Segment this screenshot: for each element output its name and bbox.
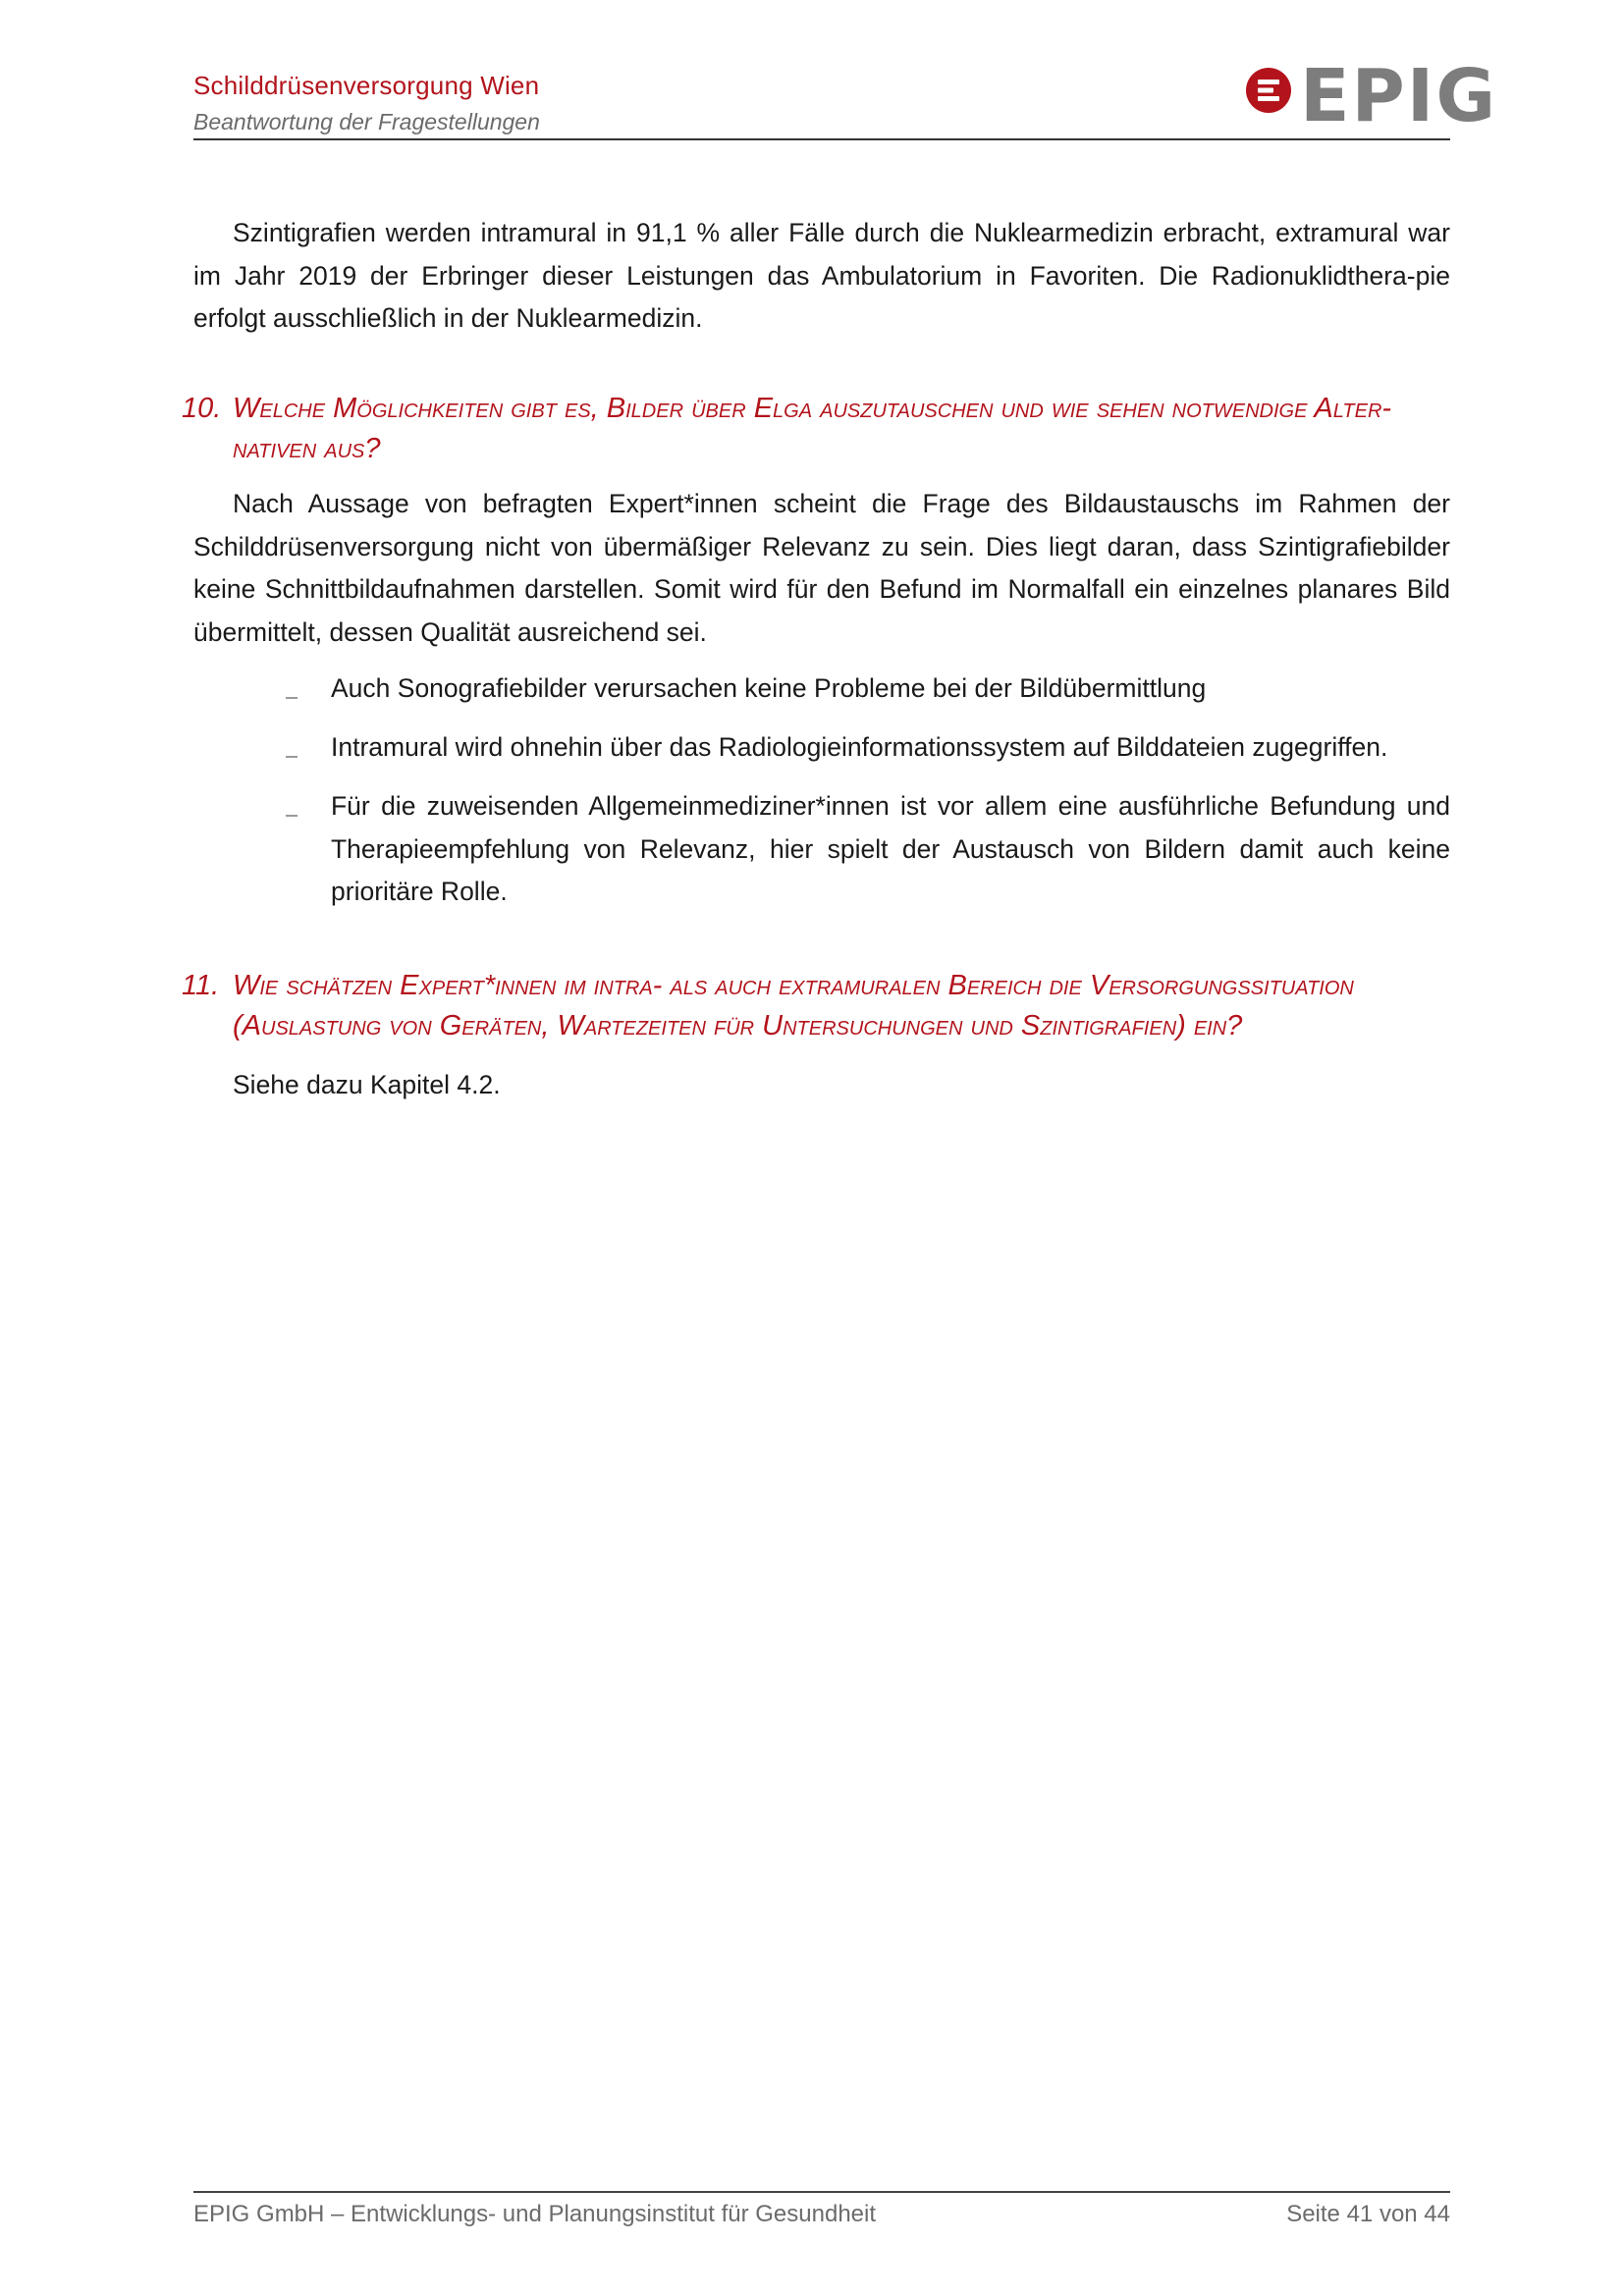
question-11-heading <box>182 966 1450 1045</box>
footer-organization: EPIG GmbH – Entwicklungs- und Planungsinstitut für Gesundheit <box>193 2201 877 2227</box>
question-10-number: 10. <box>182 393 222 424</box>
epig-logo <box>1245 54 1498 139</box>
header-title: Schilddrüsenversorgung Wien <box>193 71 540 100</box>
question-11-number: 11. <box>182 970 220 1001</box>
logo-text: EPIG <box>1300 54 1498 138</box>
footer-divider <box>193 2191 1450 2193</box>
intro-paragraph: Szintigrafien werden intramural in 91,1 % aller Fälle durch die Nuklearmedizin erbracht, extramural war im Jahr 2019 der Erbringer dieser Leistungen das Ambulatorium in Favoriten. Die Radionuklidthera-pie erfolgt ausschließlich in der Nuklearmedizin. <box>193 218 1450 333</box>
bullet-item: Auch Sonografiebilder verursachen keine Probleme bei der Bildübermittlung <box>331 673 1207 703</box>
question-10-answer: Nach Aussage von befragten Expert*innen scheint die Frage des Bildaustauschs im Rahmen der Schilddrüsenversorgung nicht von übermäßiger Relevanz zu sein. Dies liegt daran, dass Szintigrafiebilder keine Schnittbildaufnahmen darstellen. Somit wird für den Befund im Normalfall ein einzelnes planares Bild übermittelt, dessen Qualität ausreichend sei. <box>193 489 1450 647</box>
question-10-heading <box>182 389 1450 468</box>
question-11-line2: (Auslastung von Geräten, Wartezeiten für Untersuchungen und Szintigrafien) ein? <box>233 1010 1243 1041</box>
question-10-line2: nativen aus? <box>233 433 381 464</box>
bullet-item: Intramural wird ohnehin über das Radiologieinformationssystem auf Bilddateien zugegriffen. <box>331 732 1388 762</box>
question-10-line1: Welche Möglichkeiten gibt es, Bilder über Elga auszutauschen und wie sehen notwendige Alter- <box>233 393 1392 424</box>
epig-logo-icon <box>1245 67 1292 114</box>
question-11-line1: Wie schätzen Expert*innen im intra- als auch extramuralen Bereich die Versorgungssituation <box>233 970 1354 1001</box>
header-subtitle: Beantwortung der Fragestellungen <box>193 109 540 134</box>
bullet-dash <box>286 697 298 699</box>
bullet-item: Für die zuweisenden Allgemeinmediziner*innen ist vor allem eine ausführliche Befundung und Therapieempfehlung von Relevanz, hier spielt der Austausch von Bildern damit auch keine prioritäre Rolle. <box>331 791 1450 906</box>
page-number: Seite 41 von 44 <box>1286 2201 1450 2227</box>
question-11-answer: Siehe dazu Kapitel 4.2. <box>233 1070 501 1099</box>
bullet-dash <box>286 815 298 817</box>
bullet-dash <box>286 756 298 758</box>
